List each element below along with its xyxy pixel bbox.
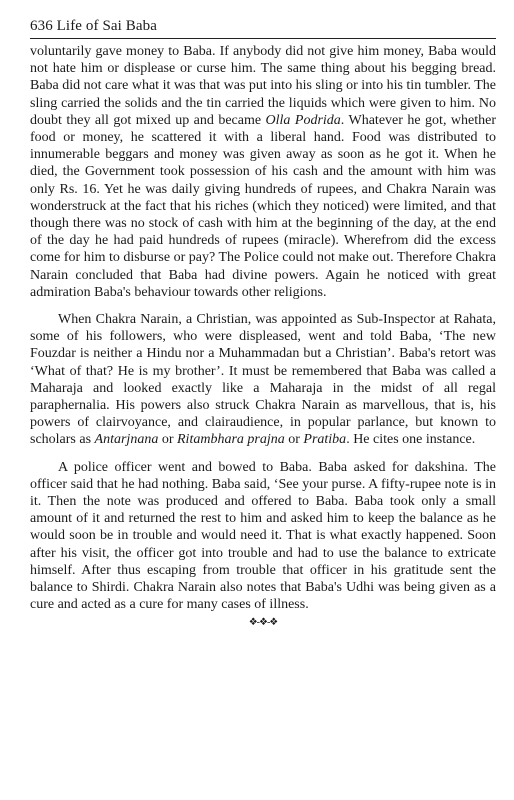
book-title: Life of Sai Baba [56, 18, 157, 34]
text-run: When Chakra Narain, a Christian, was appointed as Sub-Inspector at Rahata, some of his followers, who were displeased, went and told Baba, ‘The new Fouzdar is neither a Hindu nor a Muhammadan but a Christian’. Baba's retort was ‘What of that? He is my brother’. It must be remembered that Baba was called a Maharaja and looked exactly like a Maharaja in the midst of all regal paraphernalia. His powers also struck Chakra Narain as marvellous, that is, his powers of clairvoyance, and clairaudience, in popular parlance, but known to scholars as [30, 312, 496, 448]
text-run: or [284, 432, 304, 448]
text-run: or [158, 432, 177, 448]
book-page [30, 18, 496, 628]
italic-term: Antarjnana [94, 432, 159, 448]
paragraph-3 [30, 459, 496, 614]
italic-term: Pratiba [303, 432, 347, 448]
paragraph-2 [30, 311, 496, 449]
section-end-ornament: ❖-❖-❖ [248, 616, 278, 628]
text-run: voluntarily gave money to Baba. If anybody did not give him money, Baba would not hate him or displease or curse him. The same thing about his begging bread. Baba did not care what it was that was put into his sling or into his tin tumbler. The sling carried the solids and the tin carried the liquids which were given to him. No doubt they all got mixed up and became [30, 44, 496, 128]
paragraph-1 [30, 43, 496, 301]
text-run: . He cites one instance. [346, 432, 476, 448]
italic-term: Ritambhara prajna [177, 432, 285, 448]
running-header [30, 18, 496, 39]
text-run: A police officer went and bowed to Baba. Baba asked for dakshina. The officer said that he had nothing. Baba said, ‘See your purse. A fifty-rupee note is in it. Then the note was produced and offered to Baba. Baba took only a small amount of it and returned the rest to him and asked him to keep the balance as he would soon be in trouble and would need it. That is what exactly happened. Soon after his visit, the officer got into trouble and had to use the balance to extricate himself. After thus escaping from trouble that officer in his gratitude sent the balance to Shirdi. Chakra Narain also notes that Baba's Udhi was being given as a cure and acted as a cure for many cases of illness. [30, 459, 496, 613]
italic-term: Olla Podrida [265, 112, 341, 128]
text-run: . Whatever he got, whether food or money, he scattered it with a liberal hand. Food was distributed to innumerable beggars and money was given away as soon as he got it. When he died, the Government took possession of his cash and the amount with him was only Rs. 16. Yet he was daily giving hundreds of rupees, and Chakra Narain was wonderstruck at the fact that his riches (which they noticed) were limited, and that though there was no stock of cash with him at the beginning of the day, at the end of the day he had paid hundreds of rupees (miracle). Wherefrom did the excess come for him to disburse or pay? The Police could not make out. Therefore Chakra Narain concluded that Baba had divine powers. Again he noticed with great admiration Baba's behaviour towards other religions. [30, 112, 497, 300]
page-number: 636 [30, 18, 53, 34]
